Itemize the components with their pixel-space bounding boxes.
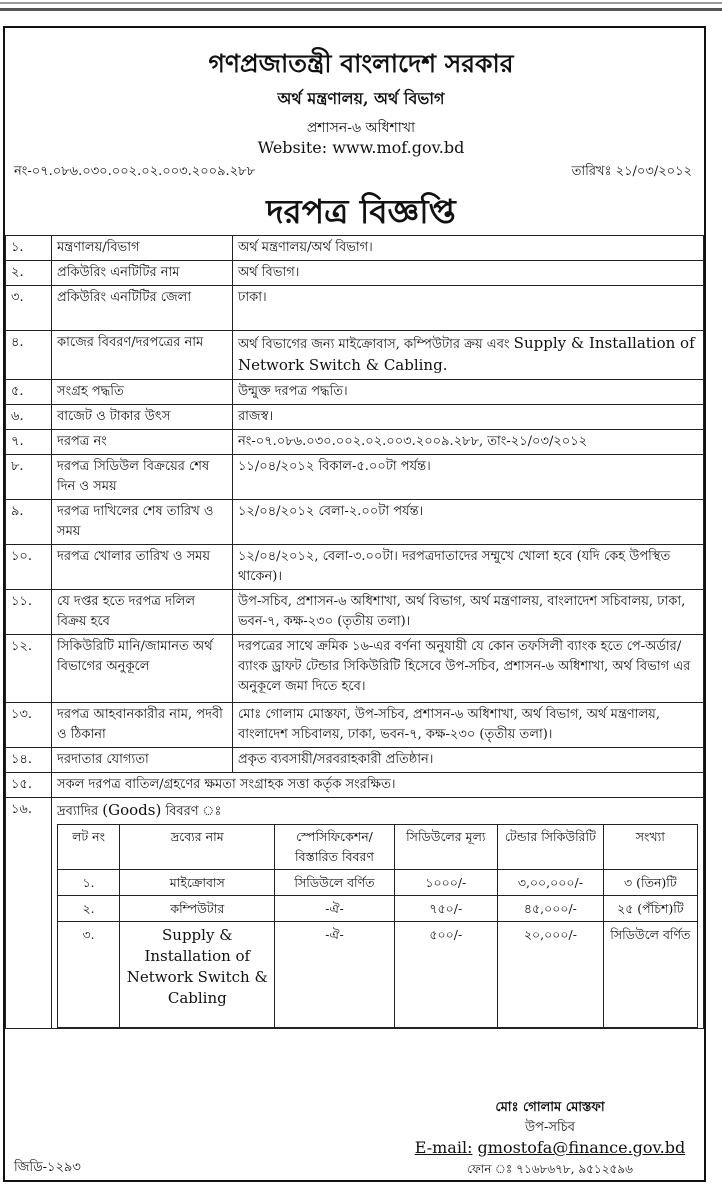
table-row xyxy=(6,261,704,286)
row-number: ৫. xyxy=(6,380,52,405)
goods-cell: ১০০০/- xyxy=(394,870,498,896)
row-value: উপ-সচিব, প্রশাসন-৬ অধিশাখা, অর্থ বিভাগ, অর্থ মন্ত্রণালয়, বাংলাদেশ সচিবালয়, ঢাকা, ভবন-৭, কক্ষ-২৩০ (তৃতীয় তলা)। xyxy=(233,590,704,635)
goods-cell: ৩ (তিন)টি xyxy=(603,870,697,896)
table-row xyxy=(6,331,704,380)
row-label: সংগ্রহ পদ্ধতি xyxy=(52,380,233,405)
row-label: দরপত্র আহবানকারীর নাম, পদবী ও ঠিকানা xyxy=(52,703,233,748)
goods-cell: -ঐ- xyxy=(275,922,394,1028)
goods-cell: Supply & Installation of Network Switch & Cabling xyxy=(120,922,275,1028)
goods-cell: ২০,০০০/- xyxy=(498,922,604,1028)
row-value: প্রকৃত ব্যবসায়ী/সরবরাহকারী প্রতিষ্ঠান। xyxy=(233,748,704,773)
goods-header-row xyxy=(58,825,698,870)
table-row xyxy=(6,748,704,773)
row-value: ১২/০৪/২০১২ বেলা-২.০০টা পর্যন্ত। xyxy=(233,500,704,545)
row-number: ১২. xyxy=(6,635,52,703)
memo-number: নং-০৭.০৮৬.০৩০.০০২.০২.০০৩.২০০৯.২৮৮ xyxy=(14,164,256,179)
goods-header: টেন্ডার সিকিউরিটি xyxy=(498,825,604,870)
goods-heading-bn2: বিবরণ ঃ xyxy=(165,804,222,819)
row-value: অর্থ মন্ত্রণালয়/অর্থ বিভাগ। xyxy=(233,236,704,261)
goods-cell: ৫০০/- xyxy=(394,922,498,1028)
goods-heading-bn: দ্রব্যাদির xyxy=(57,804,99,819)
ministry-title: অর্থ মন্ত্রণালয়, অর্থ বিভাগ xyxy=(277,89,445,108)
goods-heading-en: (Goods) xyxy=(102,801,162,819)
goods-cell: মাইক্রোবাস xyxy=(120,870,275,896)
row-number: ১১. xyxy=(6,590,52,635)
memo-date: তারিখঃ ২১/০৩/২০১২ xyxy=(571,164,692,179)
row-label: প্রকিউরিং এনটিটির নাম xyxy=(52,261,233,286)
row-value: উন্মুক্ত দরপত্র পদ্ধতি। xyxy=(233,380,704,405)
goods-cell: -ঐ- xyxy=(275,896,394,922)
goods-cell: ৪৫,০০০/- xyxy=(498,896,604,922)
table-row xyxy=(6,405,704,430)
row-value: অর্থ বিভাগ। xyxy=(233,261,704,286)
table-row xyxy=(6,590,704,635)
table-row xyxy=(6,703,704,748)
table-row xyxy=(6,545,704,590)
signatory-email-line xyxy=(400,1138,700,1157)
goods-cell: ৩,০০,০০০/- xyxy=(498,870,604,896)
row-value: নং-০৭.০৮৬.০৩০.০০২.০২.০০৩.২০০৯.২৮৮, তাং-২১/০৩/২০১২ xyxy=(233,430,704,455)
row-label: প্রকিউরিং এনটিটির জেলা xyxy=(52,286,233,331)
table-row xyxy=(6,380,704,405)
row-value: সকল দরপত্র বাতিল/গ্রহণের ক্ষমতা সংগ্রাহক সত্তা কর্তৃক সংরক্ষিত। xyxy=(52,773,704,798)
goods-cell: ৩. xyxy=(58,922,120,1028)
goods-row xyxy=(58,922,698,1028)
row-number: ২. xyxy=(6,261,52,286)
row-number: ১. xyxy=(6,236,52,261)
goods-header: লট নং xyxy=(58,825,120,870)
goods-table xyxy=(57,824,698,1028)
row-number: ৬. xyxy=(6,405,52,430)
email-link[interactable]: gmostofa@finance.gov.bd xyxy=(477,1138,686,1157)
row-value: ১১/০৪/২০১২ বিকাল-৫.০০টা পর্যন্ত। xyxy=(233,455,704,500)
row-number: ১৩. xyxy=(6,703,52,748)
signatory-name: মোঃ গোলাম মোস্তফা xyxy=(495,1100,605,1115)
goods-cell: কম্পিউটার xyxy=(120,896,275,922)
row-number: ৩. xyxy=(6,286,52,331)
row-number: ৯. xyxy=(6,500,52,545)
signatory-phone: ফোন ঃ ৭১৬৮৬৭৮, ৯৫১২৫৯৬ xyxy=(467,1162,633,1176)
goods-heading xyxy=(57,800,698,822)
row-value: ১২/০৪/২০১২, বেলা-৩.০০টা। দরপত্রদাতাদের সম্মুখে খোলা হবে (যদি কেহ উপস্থিত থাকেন)। xyxy=(233,545,704,590)
branch-title: প্রশাসন-৬ অধিশাখা xyxy=(306,120,416,136)
row-number: ১৪. xyxy=(6,748,52,773)
goods-row xyxy=(58,870,698,896)
row-value xyxy=(233,331,704,380)
row-label: যে দপ্তর হতে দরপত্র দলিল বিক্রয় হবে xyxy=(52,590,233,635)
table-row xyxy=(6,236,704,261)
row-number: ১০. xyxy=(6,545,52,590)
row-value-en: Supply & Installation of Network Switch & Cabling. xyxy=(238,334,695,374)
goods-row xyxy=(58,896,698,922)
table-row xyxy=(6,635,704,703)
goods-cell: সিডিউলে বর্ণিত xyxy=(275,870,394,896)
goods-header: সংখ্যা xyxy=(603,825,697,870)
top-rule xyxy=(0,2,722,4)
row-value: ঢাকা। xyxy=(233,286,704,331)
row-number: ৮. xyxy=(6,455,52,500)
goods-cell: ২৫ (পঁচিশ)টি xyxy=(603,896,697,922)
row-label: মন্ত্রণালয়/বিভাগ xyxy=(52,236,233,261)
row-label: দরদাতার যোগ্যতা xyxy=(52,748,233,773)
row-number: ১৬. xyxy=(6,798,52,1029)
signatory-designation: উপ-সচিব xyxy=(525,1120,575,1135)
row-value: মোঃ গোলাম মোস্তফা, উপ-সচিব, প্রশাসন-৬ অধিশাখা, অর্থ বিভাগ, অর্থ মন্ত্রণালয়, বাংলাদেশ সচিবালয়, ঢাকা, ভবন-৭, কক্ষ-২৩০ (তৃতীয় তলা)। xyxy=(233,703,704,748)
email-label: E-mail: xyxy=(414,1138,473,1157)
row-number: ৪. xyxy=(6,331,52,380)
table-row xyxy=(6,798,704,1029)
goods-section xyxy=(52,798,704,1029)
goods-cell: ৭৫০/- xyxy=(394,896,498,922)
row-label: কাজের বিবরণ/দরপত্রের নাম xyxy=(52,331,233,380)
row-label: দরপত্র দাখিলের শেষ তারিখ ও সময় xyxy=(52,500,233,545)
row-label: দরপত্র নং xyxy=(52,430,233,455)
row-value: রাজস্ব। xyxy=(233,405,704,430)
table-row xyxy=(6,286,704,331)
table-row xyxy=(6,773,704,798)
goods-header: দ্রব্যের নাম xyxy=(120,825,275,870)
row-number: ৭. xyxy=(6,430,52,455)
row-value-bn: অর্থ বিভাগের জন্য মাইক্রোবাস, কম্পিউটার ক্রয় এবং xyxy=(238,337,510,352)
row-label: দরপত্র সিডিউল বিক্রয়ের শেষ দিন ও সময় xyxy=(52,455,233,500)
row-number: ১৫. xyxy=(6,773,52,798)
notice-headline: দরপত্র বিজ্ঞপ্তি xyxy=(266,192,456,231)
row-label: বাজেট ও টাকার উৎস xyxy=(52,405,233,430)
tender-info-table xyxy=(5,235,704,1029)
goods-cell: ১. xyxy=(58,870,120,896)
row-value: দরপত্রের সাথে ক্রমিক ১৬-এর বর্ণনা অনুযায়ী যে কোন তফসিলী ব্যাংক হতে পে-অর্ডার/ব্যাংক ড্রাফট টেন্ডার সিকিউরিটি হিসেবে উপ-সচিব, প্রশাসন-৬ অধিশাখা, অর্থ বিভাগ এর অনুকূলে জমা দিতে হবে। xyxy=(233,635,704,703)
table-row xyxy=(6,455,704,500)
row-label: সিকিউরিটি মানি/জামানত অর্থ বিভাগের অনুকূলে xyxy=(52,635,233,703)
table-row xyxy=(6,430,704,455)
govt-title: গণপ্রজাতন্ত্রী বাংলাদেশ সরকার xyxy=(208,49,514,78)
table-row xyxy=(6,500,704,545)
website: Website: www.mof.gov.bd xyxy=(257,138,465,157)
goods-header: স্পেসিফিকেশন/ বিস্তারিত বিবরণ xyxy=(275,825,394,870)
top-rule-thick xyxy=(0,8,722,11)
goods-cell: সিডিউলে বর্ণিত xyxy=(603,922,697,1028)
gd-number: জিডি-১২৯৩ xyxy=(14,1160,81,1175)
goods-cell: ২. xyxy=(58,896,120,922)
row-label: দরপত্র খোলার তারিখ ও সময় xyxy=(52,545,233,590)
goods-header: সিডিউলের মূল্য xyxy=(394,825,498,870)
